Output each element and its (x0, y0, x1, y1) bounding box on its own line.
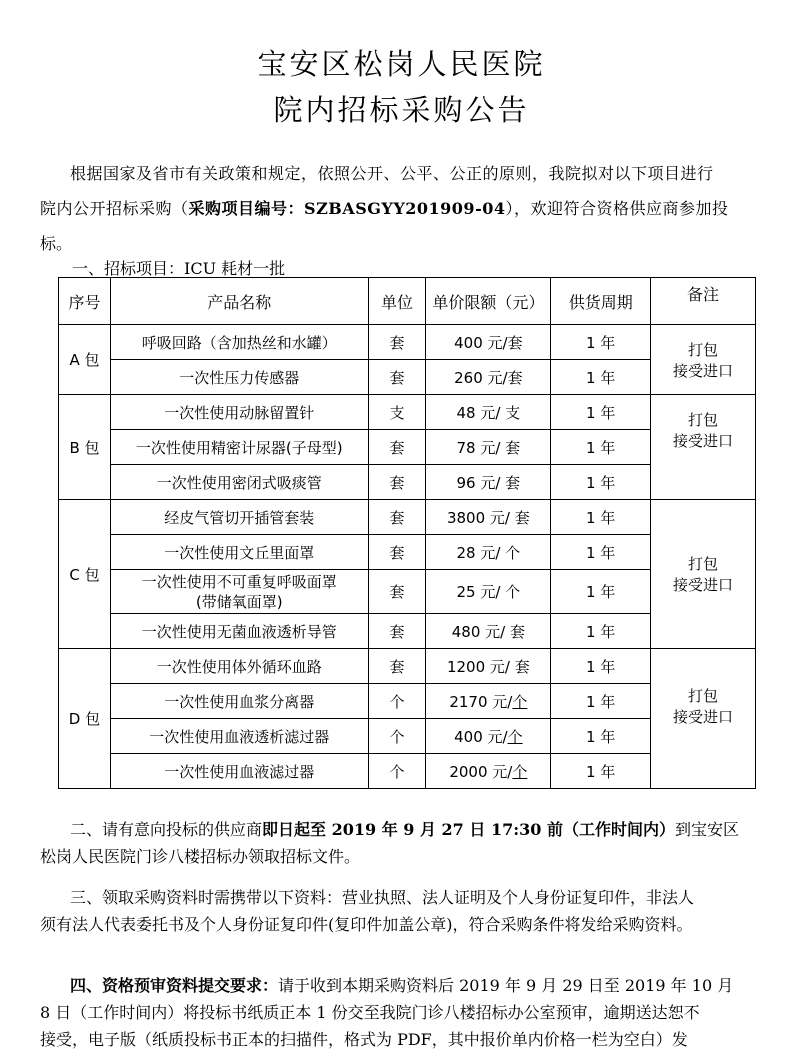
section-2-paragraph (40, 816, 752, 870)
section-2-text-a: 二、请有意向投标的供应商 (70, 820, 263, 839)
header-index: 序号 (59, 278, 111, 325)
note-line-1: 打包 (688, 411, 719, 429)
table-header-row (59, 278, 756, 325)
intro-text-b: 院内公开招标采购（ (40, 199, 189, 218)
period-cell: 1 年 (551, 614, 651, 649)
note-cell (651, 649, 756, 789)
section-4-line-2: 8 日（工作时间内）将投标书纸质正本 1 份交至我院门诊八楼招标办公室预审，逾期送达恕不 (40, 1003, 700, 1022)
note-line-2: 接受进口 (673, 708, 734, 726)
document-subtitle: 院内招标采购公告 (273, 93, 530, 127)
product-name: 呼吸回路（含加热丝和水罐） (110, 325, 368, 360)
header-product: 产品名称 (110, 278, 368, 325)
section-4-paragraph (40, 972, 752, 1053)
note-cell (651, 395, 756, 500)
project-code: SZBASGYY201909-04 (304, 199, 506, 218)
unit-cell: 套 (368, 500, 426, 535)
section-2-line-1 (40, 816, 752, 843)
header-note: 备注 (651, 278, 756, 325)
section-4-text-a: 请于收到本期采购资料后 2019 年 9 月 29 日至 2019 年 10 月 (278, 976, 734, 995)
price-cell (426, 719, 551, 754)
section-2-deadline: 即日起至 2019 年 9 月 27 日 17:30 前（工作时间内） (262, 820, 675, 839)
price-unit: 个 (512, 692, 528, 711)
project-code-label: 采购项目编号： (188, 199, 305, 218)
section-3-line-2: 须有法人代表委托书及个人身份证复印件(复印件加盖公章)，符合采购条件将发给采购资料。 (40, 915, 693, 934)
price-amount: 2000 元/ (449, 762, 513, 781)
period-cell: 1 年 (551, 360, 651, 395)
unit-cell: 套 (368, 430, 426, 465)
product-name: 一次性使用体外循环血路 (110, 649, 368, 684)
price-cell (426, 754, 551, 789)
unit-cell: 套 (368, 535, 426, 570)
product-name: 一次性使用血液滤过器 (110, 754, 368, 789)
note-cell (651, 325, 756, 395)
section-4-heading: 四、资格预审资料提交要求： (70, 976, 279, 995)
section-4-line-1 (40, 972, 752, 999)
unit-cell: 套 (368, 614, 426, 649)
document-title: 宝安区松岗人民医院 (257, 47, 546, 81)
note-line-2: 接受进口 (673, 432, 734, 450)
product-name: 一次性使用密闭式吸痰管 (110, 465, 368, 500)
note-line-2: 接受进口 (673, 361, 734, 380)
period-cell: 1 年 (551, 649, 651, 684)
group-name: A 包 (59, 325, 111, 395)
intro-line-1: 根据国家及省市有关政策和规定，依照公开、公平、公正的原则，我院拟对以下项目进行 (70, 164, 714, 183)
note-line-1: 打包 (688, 687, 719, 705)
price-cell: 25 元/ 个 (426, 570, 551, 614)
product-name: 一次性压力传感器 (110, 360, 368, 395)
unit-cell: 个 (368, 754, 426, 789)
product-name: 一次性使用动脉留置针 (110, 395, 368, 430)
product-name-line-2: (带储氧面罩) (195, 592, 283, 611)
section-2-line-2: 松岗人民医院门诊八楼招标办领取招标文件。 (40, 847, 361, 866)
product-name-line-1: 一次性使用不可重复呼吸面罩 (141, 572, 337, 591)
period-cell: 1 年 (551, 465, 651, 500)
section-4-line-3: 接受，电子版（纸质投标书正本的扫描件，格式为 PDF，其中报价单内价格一栏为空白）发 (40, 1030, 688, 1049)
unit-cell: 个 (368, 719, 426, 754)
intro-paragraph (40, 156, 752, 261)
group-name: B 包 (59, 395, 111, 500)
price-unit: 个 (507, 727, 523, 746)
price-amount: 400 元/ (454, 727, 508, 746)
price-cell: 96 元/ 套 (426, 465, 551, 500)
price-cell: 260 元/套 (426, 360, 551, 395)
price-cell: 3800 元/ 套 (426, 500, 551, 535)
note-line-1: 打包 (688, 340, 719, 359)
section-1-heading: 一、招标项目：ICU 耗材一批 (72, 259, 286, 278)
price-cell (426, 684, 551, 719)
product-name: 经皮气管切开插管套装 (110, 500, 368, 535)
price-amount: 2170 元/ (449, 692, 513, 711)
unit-cell: 个 (368, 684, 426, 719)
note-line-1: 打包 (688, 555, 719, 573)
unit-cell: 套 (368, 570, 426, 614)
unit-cell: 套 (368, 325, 426, 360)
price-cell: 480 元/ 套 (426, 614, 551, 649)
unit-cell: 套 (368, 649, 426, 684)
table-row (59, 500, 756, 535)
intro-text-c: ），欢迎符合资格供应商参加投 (505, 199, 729, 218)
note-cell (651, 500, 756, 649)
product-name (110, 570, 368, 614)
table-row (59, 395, 756, 430)
product-name: 一次性使用文丘里面罩 (110, 535, 368, 570)
price-cell: 400 元/套 (426, 325, 551, 360)
price-unit: 个 (512, 762, 528, 781)
period-cell: 1 年 (551, 535, 651, 570)
product-name: 一次性使用无菌血液透析导管 (110, 614, 368, 649)
price-cell: 1200 元/ 套 (426, 649, 551, 684)
intro-line-3: 标。 (40, 234, 73, 253)
price-cell: 28 元/ 个 (426, 535, 551, 570)
section-2-text-b: 到宝安区 (674, 820, 739, 839)
unit-cell: 套 (368, 465, 426, 500)
period-cell: 1 年 (551, 500, 651, 535)
price-cell: 78 元/ 套 (426, 430, 551, 465)
header-price: 单价限额（元） (426, 278, 551, 325)
table-row (59, 649, 756, 684)
period-cell: 1 年 (551, 325, 651, 360)
product-name: 一次性使用血液透析滤过器 (110, 719, 368, 754)
period-cell: 1 年 (551, 395, 651, 430)
price-cell: 48 元/ 支 (426, 395, 551, 430)
product-name: 一次性使用精密计尿器(子母型) (110, 430, 368, 465)
period-cell: 1 年 (551, 684, 651, 719)
unit-cell: 套 (368, 360, 426, 395)
section-3-paragraph (40, 884, 752, 938)
unit-cell: 支 (368, 395, 426, 430)
group-name: C 包 (59, 500, 111, 649)
period-cell: 1 年 (551, 430, 651, 465)
intro-line-2 (40, 191, 752, 226)
header-period: 供货周期 (551, 278, 651, 325)
group-name: D 包 (59, 649, 111, 789)
items-table (58, 277, 756, 789)
period-cell: 1 年 (551, 570, 651, 614)
table-row (59, 325, 756, 360)
period-cell: 1 年 (551, 719, 651, 754)
section-3-line-1: 三、领取采购资料时需携带以下资料：营业执照、法人证明及个人身份证复印件，非法人 (70, 888, 695, 907)
product-name: 一次性使用血浆分离器 (110, 684, 368, 719)
header-unit: 单位 (368, 278, 426, 325)
note-line-2: 接受进口 (673, 576, 734, 594)
period-cell: 1 年 (551, 754, 651, 789)
